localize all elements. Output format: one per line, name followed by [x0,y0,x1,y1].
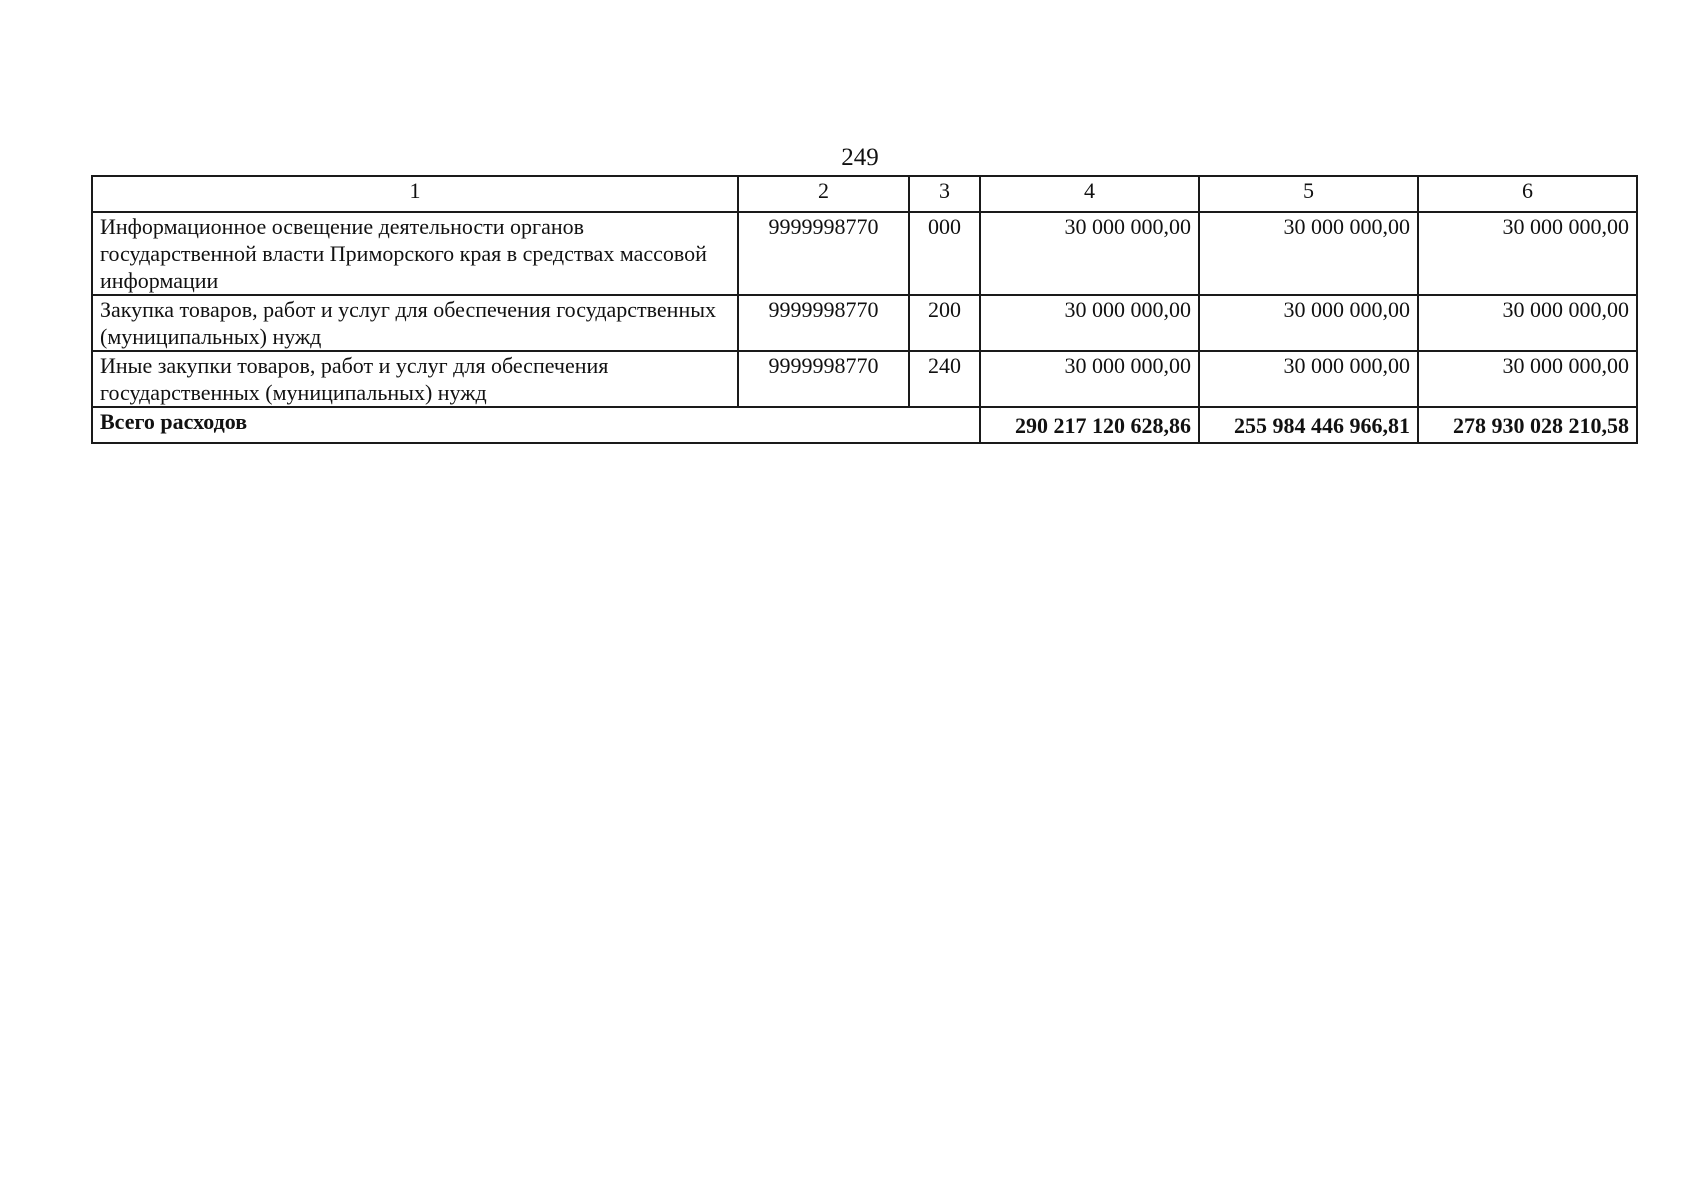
amount-col-4: 30 000 000,00 [980,295,1199,351]
total-col-4: 290 217 120 628,86 [980,407,1199,443]
total-col-6: 278 930 028 210,58 [1418,407,1637,443]
expenditure-table [91,175,1638,444]
amount-col-5: 30 000 000,00 [1199,295,1418,351]
amount-col-5: 30 000 000,00 [1199,351,1418,407]
column-number-row [92,176,1637,212]
row-name: Закупка товаров, работ и услуг для обеспечения государственных (муниципальных) нужд [92,295,738,351]
amount-col-5: 30 000 000,00 [1199,212,1418,295]
expense-type-code: 000 [909,212,980,295]
expense-type-code: 240 [909,351,980,407]
amount-col-4: 30 000 000,00 [980,351,1199,407]
amount-col-4: 30 000 000,00 [980,212,1199,295]
table-row [92,295,1637,351]
amount-col-6: 30 000 000,00 [1418,351,1637,407]
column-header: 5 [1199,176,1418,212]
expense-type-code: 200 [909,295,980,351]
column-header: 1 [92,176,738,212]
page-number: 249 [841,144,879,171]
column-header: 2 [738,176,909,212]
table-row [92,351,1637,407]
table-row [92,212,1637,295]
target-article-code: 9999998770 [738,351,909,407]
amount-col-6: 30 000 000,00 [1418,295,1637,351]
total-col-5: 255 984 446 966,81 [1199,407,1418,443]
row-name: Информационное освещение деятельности органов государственной власти Приморского края в средствах массовой информации [92,212,738,295]
target-article-code: 9999998770 [738,212,909,295]
column-header: 3 [909,176,980,212]
total-row [92,407,1637,443]
column-header: 6 [1418,176,1637,212]
target-article-code: 9999998770 [738,295,909,351]
amount-col-6: 30 000 000,00 [1418,212,1637,295]
column-header: 4 [980,176,1199,212]
total-label: Всего расходов [92,407,980,443]
row-name: Иные закупки товаров, работ и услуг для обеспечения государственных (муниципальных) нужд [92,351,738,407]
